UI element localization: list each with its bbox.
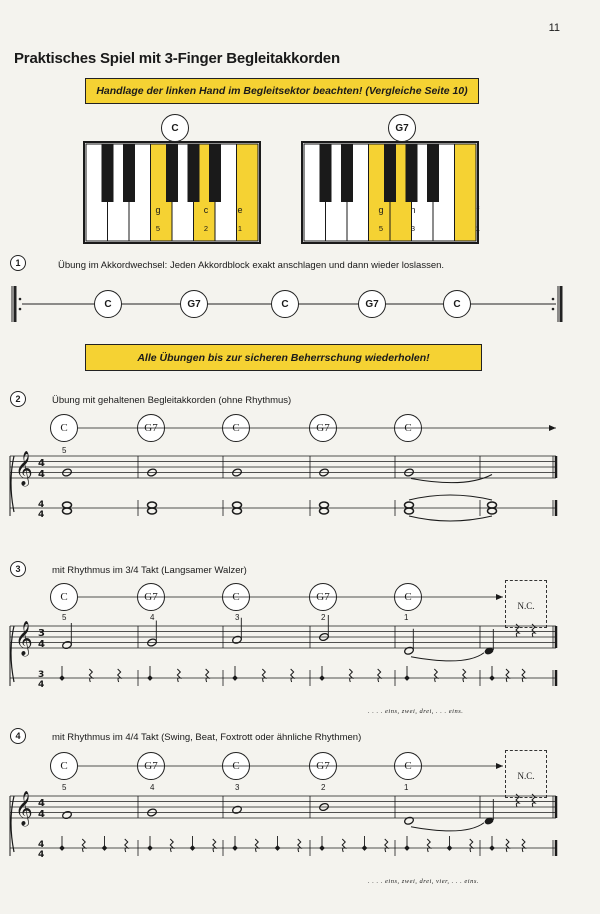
ex2-chord-g7: G7 bbox=[137, 414, 165, 442]
ex1-chord-g7: G7 bbox=[358, 290, 386, 318]
banner-hand-position: Handlage der linken Hand im Begleitsektor beachten! (Vergleiche Seite 10) bbox=[85, 78, 479, 104]
beat-mark bbox=[404, 845, 410, 851]
key-note-label: c bbox=[203, 205, 209, 215]
key-note-label: f bbox=[476, 205, 480, 215]
note-head bbox=[232, 805, 243, 814]
treble-clef-icon: 𝄞 bbox=[15, 791, 33, 826]
svg-text:4: 4 bbox=[38, 798, 45, 809]
finger-number: 1 bbox=[404, 613, 409, 622]
key-note-label: h bbox=[410, 205, 416, 215]
exercise-number-4: 4 bbox=[10, 728, 26, 744]
exercise-3-caption: mit Rhythmus im 3/4 Takt (Langsamer Walzer) bbox=[52, 565, 247, 576]
beat-mark bbox=[362, 845, 368, 851]
ex4-chord-c: C bbox=[50, 752, 78, 780]
ex3-chord-c: C bbox=[50, 583, 78, 611]
treble-clef-icon: 𝄞 bbox=[15, 621, 33, 656]
beat-mark bbox=[102, 845, 108, 851]
finger-number: 2 bbox=[321, 613, 326, 622]
key-note-label: e bbox=[237, 205, 243, 215]
finger-number: 4 bbox=[150, 783, 155, 792]
ex1-chord-c: C bbox=[94, 290, 122, 318]
key-note-label: g bbox=[155, 205, 161, 215]
exercise-4-caption: mit Rhythmus im 4/4 Takt (Swing, Beat, Foxtrott oder ähnliche Rhythmen) bbox=[52, 732, 362, 743]
exercise-number-2: 2 bbox=[10, 391, 26, 407]
counting-text: . . . . eins, zwei, drei, . . . eins. bbox=[368, 708, 464, 715]
ex2-chord-c: C bbox=[222, 414, 250, 442]
finger-number: 5 bbox=[62, 446, 67, 455]
page-number: 11 bbox=[548, 22, 560, 34]
key-finger-label: 1 bbox=[237, 224, 243, 233]
svg-text:4: 4 bbox=[38, 639, 45, 650]
beat-mark bbox=[232, 845, 238, 851]
svg-text:3: 3 bbox=[38, 670, 45, 680]
counting-text: . . . . eins, zwei, drei, vier, . . . eins. bbox=[368, 878, 479, 885]
ex1-chord-c: C bbox=[271, 290, 299, 318]
beat-mark bbox=[275, 845, 281, 851]
beat-mark bbox=[147, 845, 153, 851]
exercise-number-1: 1 bbox=[10, 255, 26, 271]
no-chord-box: N.C. bbox=[505, 580, 547, 628]
treble-clef-icon: 𝄞 bbox=[15, 451, 33, 486]
finger-number: 4 bbox=[150, 613, 155, 622]
ex4-chord-c: C bbox=[222, 752, 250, 780]
ex3-chord-g7: G7 bbox=[137, 583, 165, 611]
key-note-label: g bbox=[378, 205, 384, 215]
svg-text:4: 4 bbox=[38, 458, 45, 469]
svg-text:4: 4 bbox=[38, 510, 45, 520]
page-title: Praktisches Spiel mit 3-Finger Begleitakkorden bbox=[14, 50, 340, 67]
exercise-number-3: 3 bbox=[10, 561, 26, 577]
exercise-2-caption: Übung mit gehaltenen Begleitakkorden (ohne Rhythmus) bbox=[52, 395, 292, 406]
key-finger-label: 5 bbox=[378, 224, 384, 233]
svg-text:4: 4 bbox=[38, 680, 45, 690]
svg-text:3: 3 bbox=[38, 628, 45, 639]
key-finger-label: 5 bbox=[155, 224, 161, 233]
exercise-1-caption: Übung im Akkordwechsel: Jeden Akkordblock exakt anschlagen und dann wieder loslassen. bbox=[58, 260, 445, 271]
ex2-chord-c: C bbox=[50, 414, 78, 442]
finger-number: 3 bbox=[235, 783, 240, 792]
svg-text:4: 4 bbox=[38, 500, 45, 510]
beat-mark bbox=[190, 845, 196, 851]
finger-number: 5 bbox=[62, 783, 67, 792]
finger-number: 5 bbox=[62, 613, 67, 622]
finger-number: 2 bbox=[321, 783, 326, 792]
beat-mark bbox=[447, 845, 453, 851]
chord-circle-g7: G7 bbox=[388, 114, 416, 142]
ex4-chord-g7: G7 bbox=[309, 752, 337, 780]
ex1-chord-c: C bbox=[443, 290, 471, 318]
note-head bbox=[404, 816, 415, 825]
finger-number: 3 bbox=[235, 613, 240, 622]
ex2-chord-c: C bbox=[394, 414, 422, 442]
ex2-chord-g7: G7 bbox=[309, 414, 337, 442]
ex3-chord-g7: G7 bbox=[309, 583, 337, 611]
ex3-chord-c: C bbox=[222, 583, 250, 611]
ex4-chord-g7: G7 bbox=[137, 752, 165, 780]
key-finger-label: 2 bbox=[203, 224, 209, 233]
finger-number: 1 bbox=[404, 783, 409, 792]
svg-text:4: 4 bbox=[38, 840, 45, 850]
beat-mark bbox=[59, 845, 65, 851]
ex1-chord-g7: G7 bbox=[180, 290, 208, 318]
svg-text:4: 4 bbox=[38, 809, 45, 820]
ex3-chord-c: C bbox=[394, 583, 422, 611]
key-finger-label: 3 bbox=[410, 224, 416, 233]
chord-circle-c: C bbox=[161, 114, 189, 142]
banner-repeat: Alle Übungen bis zur sicheren Beherrschung wiederholen! bbox=[85, 344, 482, 371]
key-finger-label: 1 bbox=[475, 224, 481, 233]
ex4-chord-c: C bbox=[394, 752, 422, 780]
svg-text:4: 4 bbox=[38, 469, 45, 480]
beat-mark bbox=[319, 845, 325, 851]
no-chord-box: N.C. bbox=[505, 750, 547, 798]
svg-text:4: 4 bbox=[38, 850, 45, 860]
